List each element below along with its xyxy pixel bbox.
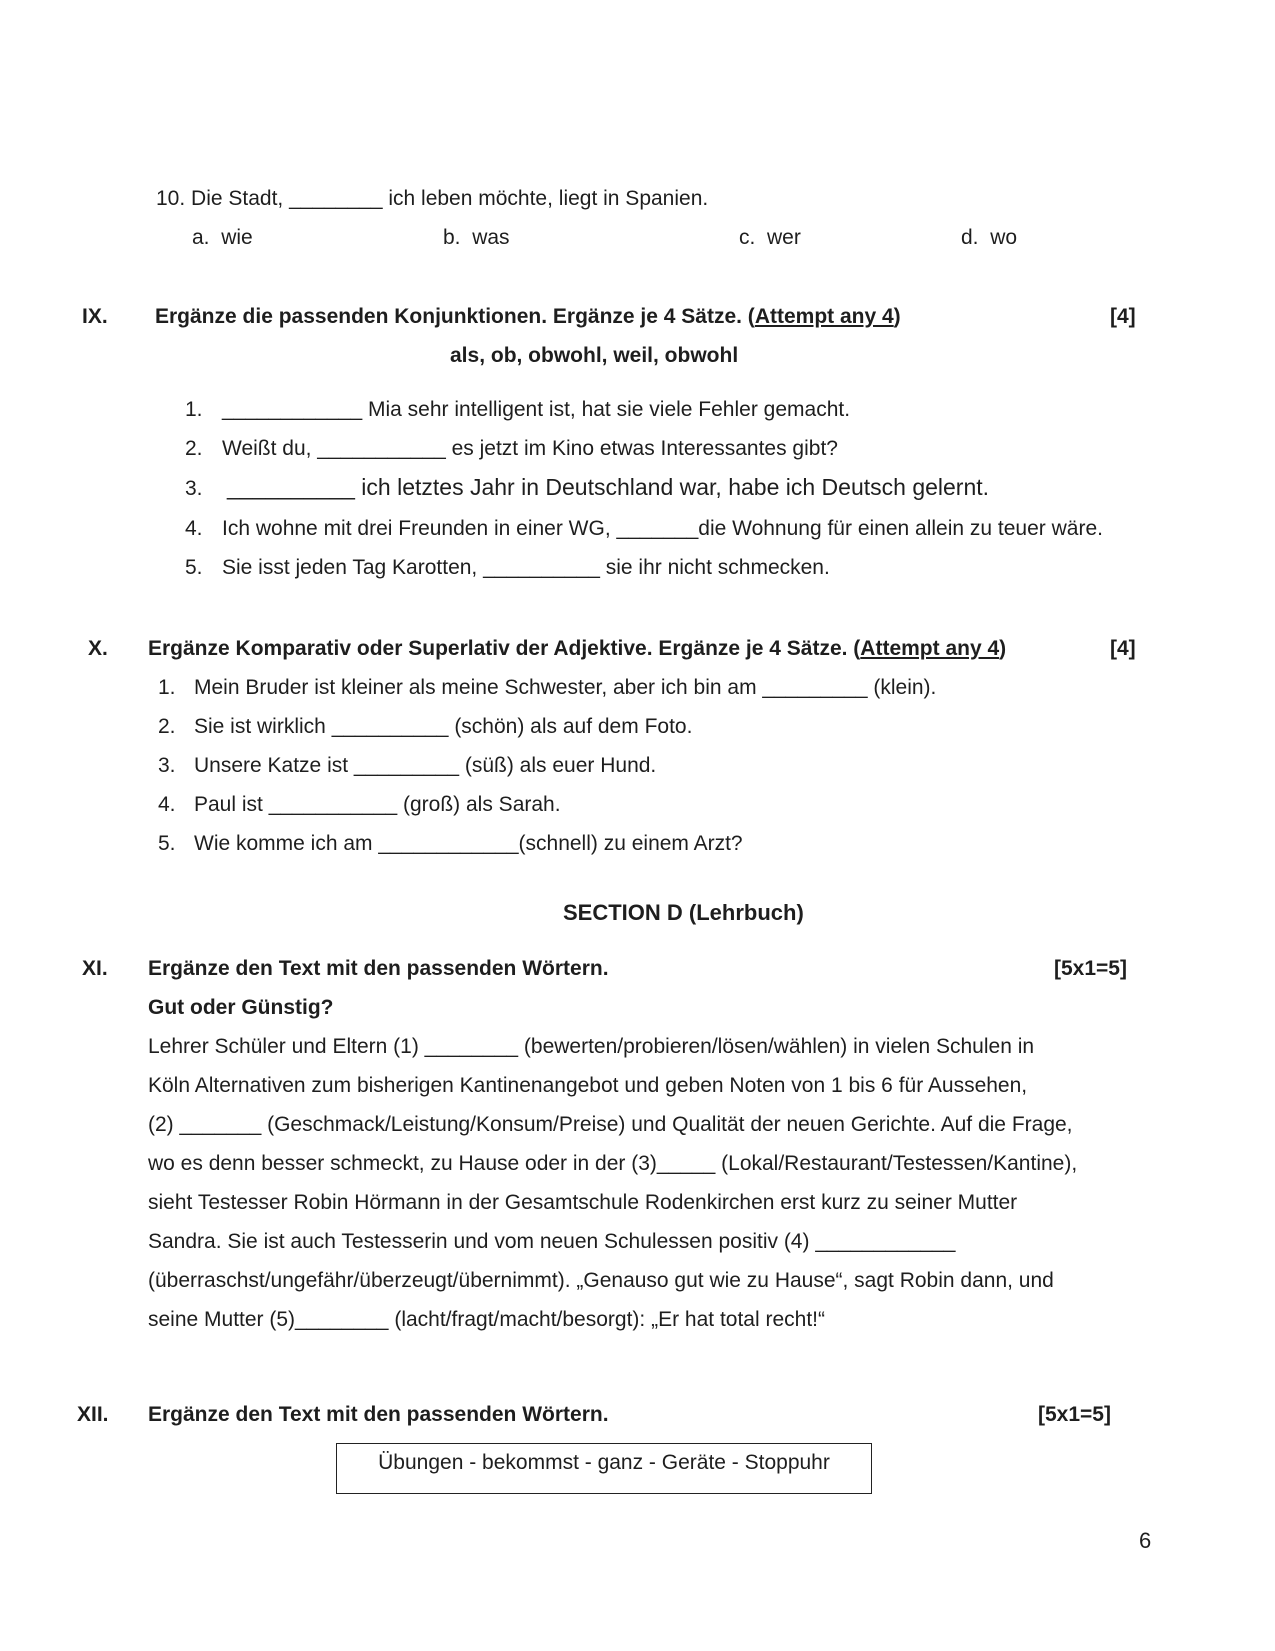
sec12-instruction: Ergänze den Text mit den passenden Wörtern.: [148, 1403, 609, 1426]
item-number: 3.: [185, 477, 203, 500]
instruction-text: Ergänze die passenden Konjunktionen. Ergänze je 4 Sätze. (: [155, 305, 755, 328]
attempt-note: Attempt any 4: [860, 637, 1000, 660]
option-letter: c.: [739, 226, 756, 249]
section-d-heading: SECTION D (Lehrbuch): [563, 900, 804, 925]
sec11-line-8: seine Mutter (5)________ (lacht/fragt/macht/besorgt): „Er hat total recht!“: [148, 1308, 825, 1331]
sec11-line-5: sieht Testesser Robin Hörmann in der Gesamtschule Rodenkirchen erst kurz zu seiner Mutter: [148, 1191, 1018, 1214]
option-text: wie: [221, 226, 253, 249]
sec11-instruction: Ergänze den Text mit den passenden Wörtern.: [148, 957, 609, 980]
item-text: ____________ Mia sehr intelligent ist, hat sie viele Fehler gemacht.: [222, 398, 851, 421]
attempt-note: Attempt any 4: [754, 305, 894, 328]
item-number: 1.: [158, 676, 176, 699]
option-letter: a.: [192, 226, 210, 249]
sec10-roman: X.: [88, 637, 108, 660]
sec10-item-1: [158, 676, 936, 700]
item-text: Mein Bruder ist kleiner als meine Schwester, aber ich bin am _________ (klein).: [194, 676, 937, 699]
sec10-item-4: [158, 793, 561, 817]
instruction-close: ): [999, 637, 1007, 660]
item-text: Paul ist ___________ (groß) als Sarah.: [194, 793, 561, 816]
sec9-marks: [4]: [1110, 305, 1136, 328]
item-text: Wie komme ich am ____________(schnell) zu einem Arzt?: [194, 832, 743, 855]
page-number: 6: [1139, 1528, 1152, 1553]
q10-option-d: [961, 226, 1017, 250]
sec11-line-4: wo es denn besser schmeckt, zu Hause oder in der (3)_____ (Lokal/Restaurant/Testessen/Kantine),: [148, 1152, 1078, 1175]
item-number: 5.: [185, 556, 203, 579]
sec11-line-1: Lehrer Schüler und Eltern (1) ________ (bewerten/probieren/lösen/wählen) in vielen Schulen in: [148, 1035, 1035, 1058]
sec9-instruction: [155, 305, 901, 329]
sec10-instruction: [148, 637, 1006, 661]
q10-option-a: [192, 226, 253, 250]
sec11-line-2: Köln Alternativen zum bisherigen Kantinenangebot und geben Noten von 1 bis 6 für Aussehen,: [148, 1074, 1028, 1097]
sec9-item-4: [185, 517, 1103, 541]
sec9-roman: IX.: [82, 305, 108, 328]
item-number: 2.: [158, 715, 176, 738]
item-number: 4.: [185, 517, 203, 540]
item-number: 2.: [185, 437, 203, 460]
sec10-item-3: [158, 754, 656, 778]
q10-option-b: [443, 226, 510, 250]
sec9-item-5: [185, 556, 830, 580]
sec11-marks: [5x1=5]: [1054, 957, 1127, 980]
q10-text: 10. Die Stadt, ________ ich leben möchte, liegt in Spanien.: [156, 187, 709, 210]
instruction-close: ): [893, 305, 901, 328]
item-text: Unsere Katze ist _________ (süß) als euer Hund.: [194, 754, 657, 777]
sec10-marks: [4]: [1110, 637, 1136, 660]
sec11-roman: XI.: [82, 957, 108, 980]
item-number: 4.: [158, 793, 176, 816]
option-text: wo: [990, 226, 1018, 249]
item-number: 1.: [185, 398, 203, 421]
sec10-item-5: [158, 832, 743, 856]
item-number: 5.: [158, 832, 176, 855]
sec9-item-2: [185, 437, 838, 461]
item-text: Sie ist wirklich __________ (schön) als auf dem Foto.: [194, 715, 693, 738]
option-text: wer: [767, 226, 801, 249]
sec11-line-7: (überraschst/ungefähr/überzeugt/übernimmt). „Genauso gut wie zu Hause“, sagt Robin dann, und: [148, 1269, 1054, 1292]
option-letter: d.: [961, 226, 979, 249]
sec9-item-1: [185, 398, 850, 422]
sec11-line-6: Sandra. Sie ist auch Testesserin und vom neuen Schulessen positiv (4) ____________: [148, 1230, 956, 1253]
item-text: Weißt du, ___________ es jetzt im Kino etwas Interessantes gibt?: [222, 437, 838, 460]
sec12-word-box: Übungen - bekommst - ganz - Geräte - Stoppuhr: [336, 1443, 872, 1494]
sec12-marks: [5x1=5]: [1038, 1403, 1111, 1426]
item-text: Sie isst jeden Tag Karotten, __________ sie ihr nicht schmecken.: [222, 556, 830, 579]
sec9-word-list: als, ob, obwohl, weil, obwohl: [450, 344, 739, 367]
sec11-line-3: (2) _______ (Geschmack/Leistung/Konsum/Preise) und Qualität der neuen Gerichte. Auf die Frage,: [148, 1113, 1073, 1136]
option-letter: b.: [443, 226, 461, 249]
sec9-item-3: [185, 474, 989, 501]
instruction-text: Ergänze Komparativ oder Superlativ der Adjektive. Ergänze je 4 Sätze. (: [148, 637, 861, 660]
option-text: was: [472, 226, 510, 249]
sec11-subtitle: Gut oder Günstig?: [148, 996, 334, 1019]
item-text: __________ ich letztes Jahr in Deutschland war, habe ich Deutsch gelernt.: [227, 474, 990, 500]
item-number: 3.: [158, 754, 176, 777]
sec10-item-2: [158, 715, 692, 739]
sec12-roman: XII.: [77, 1403, 109, 1426]
q10-option-c: [739, 226, 801, 250]
item-text: Ich wohne mit drei Freunden in einer WG, _______die Wohnung für einen allein zu teuer wäre.: [222, 517, 1103, 540]
